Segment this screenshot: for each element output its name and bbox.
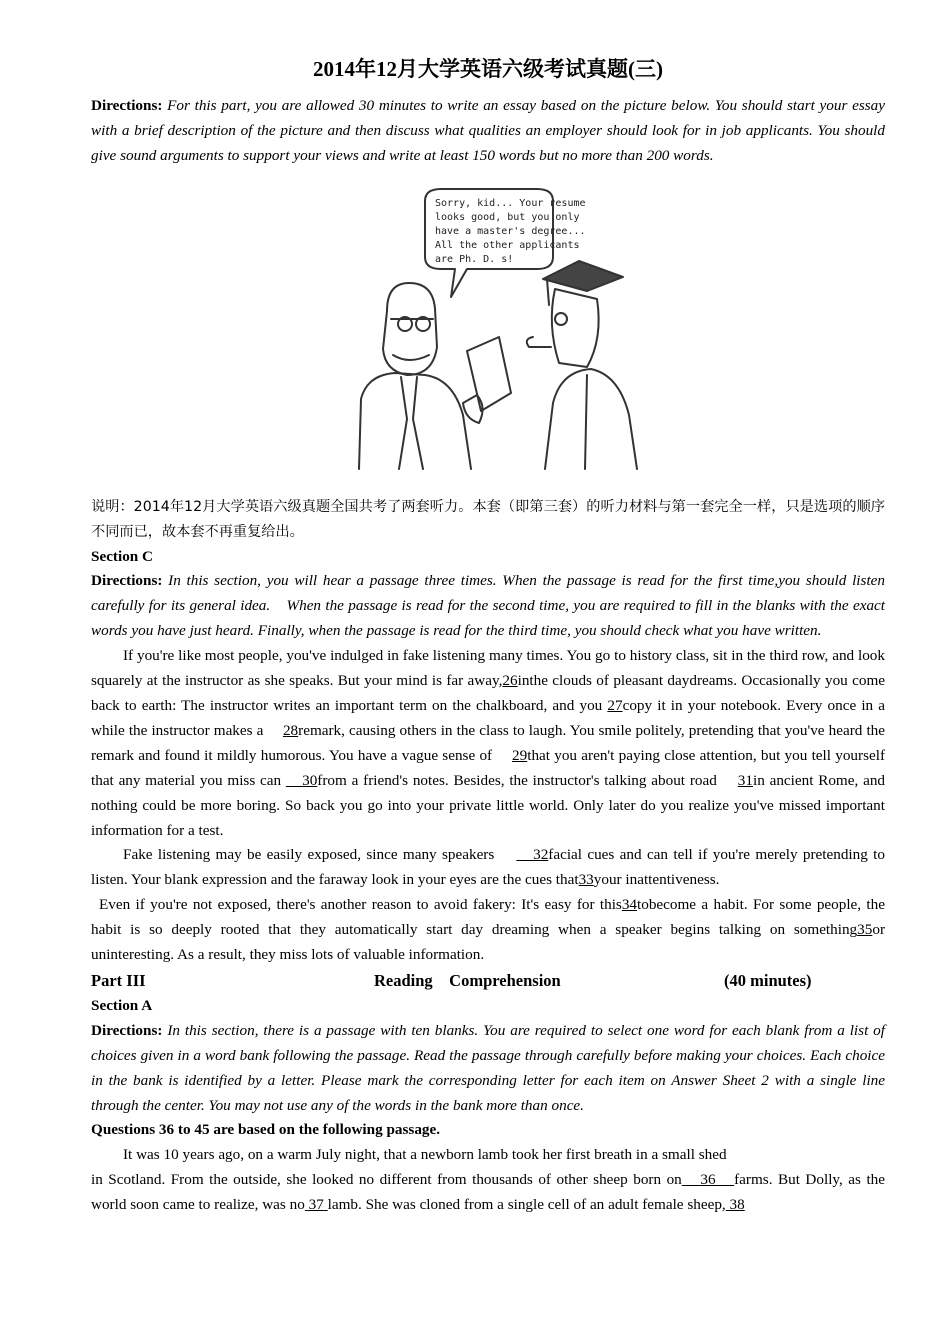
directions-label: Directions: [91, 572, 163, 590]
blank-35[interactable]: 35 [857, 921, 873, 939]
blank-36[interactable]: 36 [700, 1171, 716, 1189]
directions-label: Directions: [91, 97, 163, 114]
passage-paragraph-2: Fake listening may be easily exposed, since many speakers 32facial cues and can tell if you're merely pretending to listen. Your blank expression and the faraway look in your eyes are the cues that33your inattentiveness. [91, 846, 885, 889]
graduate-gown [545, 369, 637, 469]
blank-31[interactable]: 31 [737, 771, 753, 789]
resume-paper [467, 337, 511, 411]
graduate-head [552, 289, 599, 367]
part-name: Reading Comprehension [374, 970, 561, 990]
blank-32[interactable]: 32 [533, 846, 549, 864]
exam-note: 说明：2014年12月大学英语六级真题全国共考了两套听力。本套（即第三套）的听力材料与第一套完全一样，只是选项的顺序不同而已，故本套不再重复给出。 [91, 498, 885, 540]
passage-paragraph-1: If you're like most people, you've indulged in fake listening many times. You go to history class, sit in the third row, and look squarely at the instructor as she speaks. But your mind is far away,26inthe clouds of pleasant daydreams. Occasionally you come back to earth: The instructor writes an important term on the chalkboard, and you 27copy it in your notebook. Every once in a while the instructor makes a 28remark, causing others in the class to laugh. You smile politely, pretending that you've heard the remark and found it mildly humorous. You have a vague sense of 29that you aren't paying close attention, but you tell yourself that any material you miss can 30from a friend's notes. Besides, the instructor's talking about road 31in ancient Rome, and nothing could be more boring. So back you go into your private little world. Only later do you realize you've missed important information for a test. [91, 647, 886, 839]
section-a-directions [91, 1019, 885, 1119]
bubble-line-2: looks good, but you only [435, 211, 580, 223]
document-page [91, 56, 885, 1218]
blank-28[interactable]: 28 [282, 721, 299, 739]
section-c-heading: Section C [91, 547, 154, 565]
blank-38[interactable]: 38 [729, 1196, 745, 1214]
directions-text: In this section, you will hear a passage three times. When the passage is read for the first time,you should listen carefully for its general idea. When the passage is read for the second time, you are required to fill in the blanks with the exact words you have just heard. Finally, when the passage is read for the third time, you should check what you have written. [91, 572, 885, 640]
directions-text: For this part, you are allowed 30 minutes to write an essay based on the picture below. You should start your essay with a brief description of the picture and then discuss what qualities an employer should look for in job applicants. You should give sound arguments to support your views and write at least 150 words but no more than 200 words. [91, 97, 885, 164]
blank-27[interactable]: 27 [607, 696, 623, 714]
blank-37[interactable]: 37 [308, 1196, 324, 1214]
blank-33[interactable]: 33 [578, 871, 594, 889]
blank-26[interactable]: 26 [502, 672, 518, 690]
blank-30[interactable]: 30 [302, 771, 318, 789]
bubble-line-5: are Ph. D. s! [435, 253, 514, 265]
bubble-line-1: Sorry, kid... Your resume [435, 197, 586, 209]
bubble-line-3: have a master's degree... [435, 225, 586, 237]
cartoon-drawing [347, 179, 647, 471]
directions-text: In this section, there is a passage with ten blanks. You are required to select one word for each blank from a list of choices given in a word bank following the passage. Read the passage through carefully before making your choices. Each choice in the bank is identified by a letter. Please mark the corresponding letter for each item on Answer Sheet 2 with a single line through the center. You may not use any of the words in the bank more than once. [91, 1021, 885, 1114]
questions-heading: Questions 36 to 45 are based on the following passage. [91, 1121, 441, 1139]
blank-29[interactable]: 29 [512, 746, 528, 764]
blank-34[interactable]: 34 [621, 896, 638, 914]
directions-label: Directions: [91, 1021, 163, 1039]
cartoon-figure [347, 179, 647, 471]
page-title: 2014年12月大学英语六级考试真题(三) [313, 57, 663, 81]
reading-paragraph-rest: in Scotland. From the outside, she looked no different from thousands of other sheep born on 36 farms. But Dolly, as the world soon came to realize, was no 37 lamb. She was cloned from a single cell of an adult female sheep, 38 [91, 1171, 886, 1214]
part-3-heading [91, 968, 885, 994]
part-time: (40 minutes) [724, 970, 812, 990]
reading-paragraph-line-1: It was 10 years ago, on a warm July night, that a newborn lamb took her first breath in a small shed [123, 1146, 727, 1164]
bubble-line-4: All the other applicants [435, 239, 580, 251]
section-c-directions [91, 569, 885, 644]
section-a-heading: Section A [91, 996, 153, 1014]
mortarboard [543, 261, 623, 291]
writing-directions [91, 94, 885, 169]
part-label: Part III [91, 970, 146, 990]
employer-body [359, 373, 471, 469]
passage-paragraph-3: Even if you're not exposed, there's another reason to avoid fakery: It's easy for this34tobecome a habit. For some people, the habit is so deeply rooted that they automatically start day dreaming when a speaker begins talking on something35or uninteresting. As a result, they miss lots of valuable information. [91, 896, 885, 964]
